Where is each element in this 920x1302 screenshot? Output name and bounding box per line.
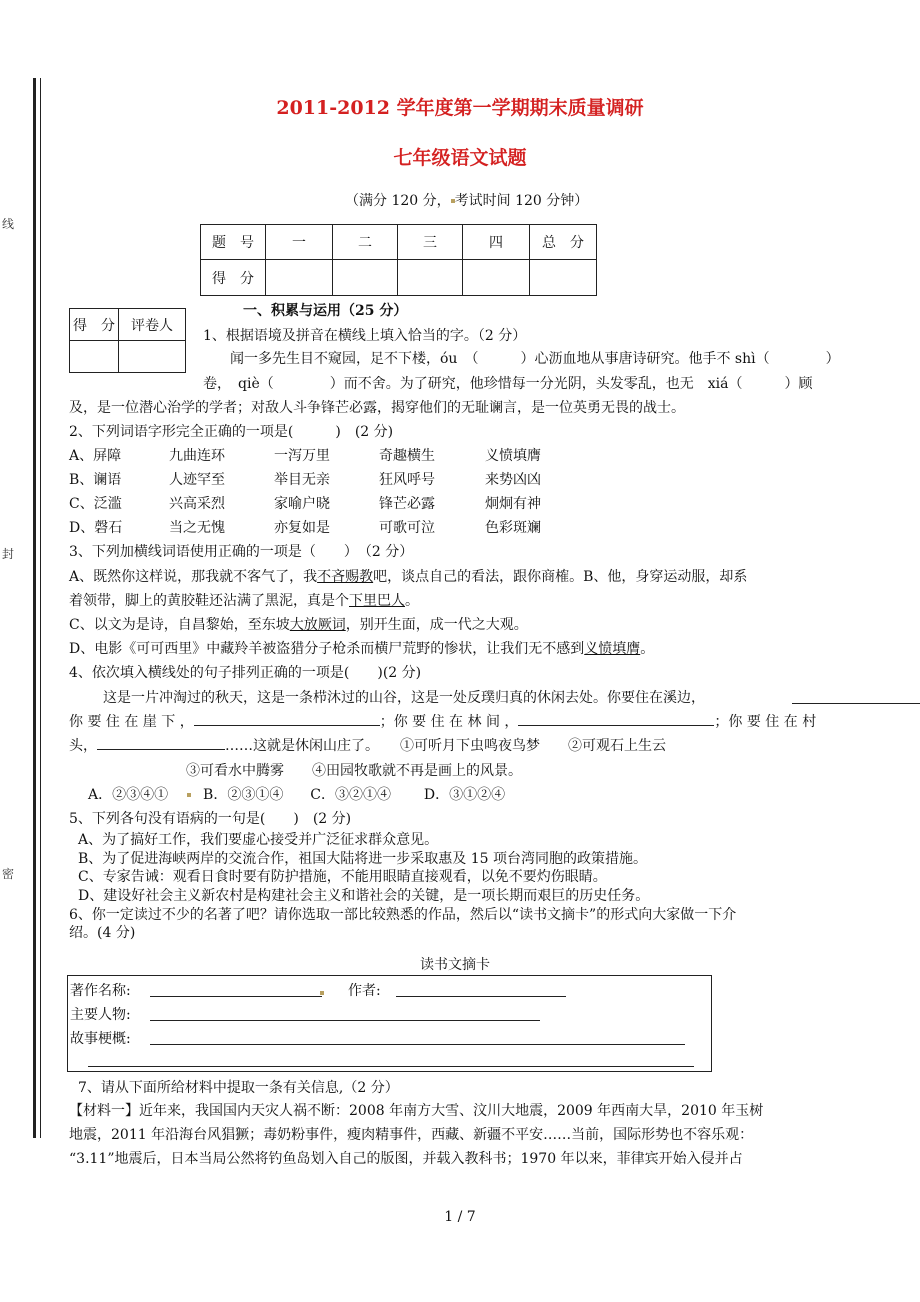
word: 九曲连环 (169, 448, 225, 464)
word: A、屏障 (69, 448, 122, 464)
grader-name-label: 评卷人 (119, 309, 186, 341)
card-field-title: 著作名称: (70, 983, 131, 999)
text: 吧，谈点自己的看法，跟你商榷。B、他，身穿运动服，却系 (373, 569, 748, 585)
q7-material-line1: 【材料一】近年来，我国国内天灾人祸不断：2008 年南方大雪、汶川大地震，2009 年西南大旱，2010 年玉树 (69, 1103, 764, 1119)
q3-option-d[interactable] (69, 638, 654, 658)
text: 。 (405, 593, 419, 609)
word: 色彩斑斓 (485, 520, 541, 536)
q4-line2 (69, 711, 816, 731)
card-plot-input[interactable] (150, 1044, 685, 1045)
card-title-input[interactable] (150, 996, 322, 997)
word: 奇趣横生 (379, 448, 435, 464)
exam-info-score: （满分 120 分， (345, 193, 451, 209)
q1-line3: 及，是一位潜心治学的学者；对敌人斗争锋芒必露，揭穿他们的无耻谰言，是一位英勇无畏的战士。 (69, 400, 685, 416)
q5-stem: 5、下列各句没有语病的一句是( ) (2 分) (69, 811, 352, 827)
card-title: 读书文摘卡 (420, 957, 490, 973)
word: 锋芒必露 (379, 496, 435, 512)
q4-option-a[interactable]: A．②③④① (88, 787, 169, 803)
word: 举目无亲 (274, 472, 330, 488)
grader-box (69, 308, 186, 373)
q4-blank-3[interactable] (518, 711, 714, 726)
section-heading: 一、积累与运用（25 分） (243, 303, 408, 319)
q2-option-a[interactable] (69, 445, 541, 465)
word: 兴高采烈 (169, 496, 225, 512)
q4-options (88, 784, 505, 804)
q4-line3 (69, 735, 666, 755)
word: 狂风呼号 (379, 472, 435, 488)
binding-mark-line: 线 (2, 217, 15, 231)
q3-option-b[interactable] (69, 590, 419, 610)
score-header-1: 一 (266, 225, 333, 260)
text: 。 (640, 641, 655, 657)
q2-option-b[interactable] (69, 469, 541, 489)
text: 你 要 住 在 崖 下 ， (69, 714, 194, 730)
q3-option-a[interactable] (69, 566, 747, 586)
score-header-4: 四 (463, 225, 530, 260)
text: ；你 要 住 在 林 间 ， (379, 714, 519, 730)
q6-line1: 6、你一定读过不少的名著了吧？请你选取一部比较熟悉的作品，然后以“读书文摘卡”的形式向大家做一下介 (69, 907, 737, 923)
q4-option-c[interactable]: C．③②①④ (310, 787, 391, 803)
card-plot-input-2[interactable] (88, 1066, 694, 1067)
underlined-word: 下里巴人 (349, 593, 405, 609)
exam-subject-title: 七年级语文试题 (393, 147, 527, 169)
word: 人迹罕至 (169, 472, 225, 488)
speck (187, 793, 191, 797)
card-author-input[interactable] (396, 996, 566, 997)
word: 亦复如是 (274, 520, 330, 536)
grader-name-cell[interactable] (119, 341, 186, 373)
q4-blank-4[interactable] (97, 735, 225, 750)
word: C、泛滥 (69, 496, 122, 512)
score-table (200, 224, 597, 296)
q7-stem: 7、请从下面所给材料中提取一条有关信息,（2 分） (78, 1080, 399, 1096)
q5-option-a[interactable]: A、为了搞好工作，我们要虚心接受并广泛征求群众意见。 (78, 832, 439, 848)
page-number: 1 / 7 (444, 1209, 476, 1225)
word: 当之无愧 (169, 520, 225, 536)
q4-blank-1[interactable] (792, 703, 920, 704)
q3-stem: 3、下列加横线词语使用正确的一项是（ ） （2 分） (69, 544, 414, 560)
q1-stem: 1、根据语境及拼音在横线上填入恰当的字。（2 分） (203, 328, 527, 344)
word: 来势凶凶 (485, 472, 541, 488)
text: ……这就是休闲山庄了。 ①可听月下虫鸣夜鸟梦 ②可观石上生云 (225, 738, 666, 754)
text: C、以文为是诗，自昌黎始，至东坡 (69, 617, 290, 633)
q5-option-b[interactable]: B、为了促进海峡两岸的交流合作，祖国大陆将进一步采取惠及 15 项台湾同胞的政策措施。 (78, 851, 648, 867)
score-cell[interactable] (463, 260, 530, 296)
underlined-word: 义愤填膺 (584, 641, 641, 657)
score-header-total: 总 分 (530, 225, 597, 260)
text: ；你 要 住 在 村 (714, 714, 817, 730)
q1-line2: 卷， qiè（ ）而不舍。为了研究，他珍惜每一分光阴，头发零乱，也无 xiá（ ）顾 (203, 376, 813, 392)
q4-option-d[interactable]: D．③①②④ (423, 787, 506, 803)
q7-material-line2: 地震，2011 年沿海台风猖獗；毒奶粉事件，瘦肉精事件，西藏、新疆不平安……当前，国际形势也不容乐观： (69, 1127, 754, 1143)
word: 家喻户晓 (274, 496, 330, 512)
score-cell[interactable] (530, 260, 597, 296)
q2-option-d[interactable] (69, 517, 541, 537)
q1-line1: 闻一多先生目不窥园，足不下楼，óu （ ）心沥血地从事唐诗研究。他手不 shì（ ） (230, 351, 840, 367)
q5-option-c[interactable]: C、专家告诫：观看日食时要有防护措施，不能用眼睛直接观看，以免不要灼伤眼睛。 (78, 869, 607, 885)
card-field-characters: 主要人物: (70, 1007, 131, 1023)
grader-score-label: 得 分 (70, 309, 119, 341)
underlined-word: 不吝赐教 (317, 569, 374, 585)
exam-info (345, 190, 588, 210)
score-cell[interactable] (266, 260, 333, 296)
q5-option-d[interactable]: D、建设好社会主义新农村是构建社会主义和谐社会的关键，是一项长期而艰巨的历史任务。 (78, 888, 650, 904)
exam-title: 2011-2012 学年度第一学期期末质量调研 (276, 97, 644, 119)
card-characters-input[interactable] (150, 1020, 540, 1021)
speck (320, 991, 324, 995)
score-header-3: 三 (398, 225, 463, 260)
q2-stem: 2、下列词语字形完全正确的一项是( ) (2 分) (69, 424, 394, 440)
word: 炯炯有神 (485, 496, 541, 512)
score-header-2: 二 (333, 225, 398, 260)
exam-info-time: 考试时间 120 分钟） (454, 193, 589, 209)
text: A、既然你这样说，那我就不客气了，我 (69, 569, 318, 585)
text: 头， (69, 738, 97, 754)
reading-card (67, 975, 712, 1072)
q4-option-b[interactable]: B．②③①④ (203, 787, 284, 803)
score-header-label: 题 号 (201, 225, 266, 260)
grader-score-cell[interactable] (70, 341, 119, 373)
q2-option-c[interactable] (69, 493, 541, 513)
binding-mark-secret: 密 (2, 867, 15, 881)
score-cell[interactable] (333, 260, 398, 296)
q6-line2: 绍。(4 分) (69, 925, 136, 941)
q7-material-line3: “3.11”地震后，日本当局公然将钓鱼岛划入自己的版图，并载入教科书；1970 年以来，菲律宾开始入侵并占 (69, 1151, 743, 1167)
q4-line4: ③可看水中腾雾 ④田园牧歌就不再是画上的风景。 (186, 763, 522, 779)
binding-line-inner (40, 78, 41, 1138)
card-field-author: 作者: (348, 983, 381, 999)
word: D、磬石 (69, 520, 123, 536)
score-row-label: 得 分 (201, 260, 266, 296)
underlined-word: 大放厥词 (289, 617, 346, 633)
word: 可歌可泣 (379, 520, 435, 536)
q4-line1: 这是一片冲淘过的秋天，这是一条栉沐过的山谷，这是一处反璞归真的休闲去处。你要住在溪边， (103, 690, 705, 706)
word: B、谰语 (69, 472, 122, 488)
binding-mark-seal: 封 (2, 547, 15, 561)
text: ，别开生面，成一代之大观。 (345, 617, 528, 633)
q3-option-c[interactable] (69, 614, 528, 634)
score-cell[interactable] (398, 260, 463, 296)
q4-stem: 4、依次填入横线处的句子排列正确的一项是( )(2 分) (69, 665, 422, 681)
word: 义愤填膺 (485, 448, 541, 464)
card-field-plot: 故事梗概: (70, 1031, 131, 1047)
q4-blank-2[interactable] (194, 711, 380, 726)
text: D、电影《可可西里》中藏羚羊被盗猎分子枪杀而横尸荒野的惨状，让我们无不感到 (69, 641, 585, 657)
binding-line (33, 78, 36, 1138)
word: 一泻万里 (274, 448, 330, 464)
text: 着领带，脚上的黄胶鞋还沾满了黑泥，真是个 (69, 593, 349, 609)
